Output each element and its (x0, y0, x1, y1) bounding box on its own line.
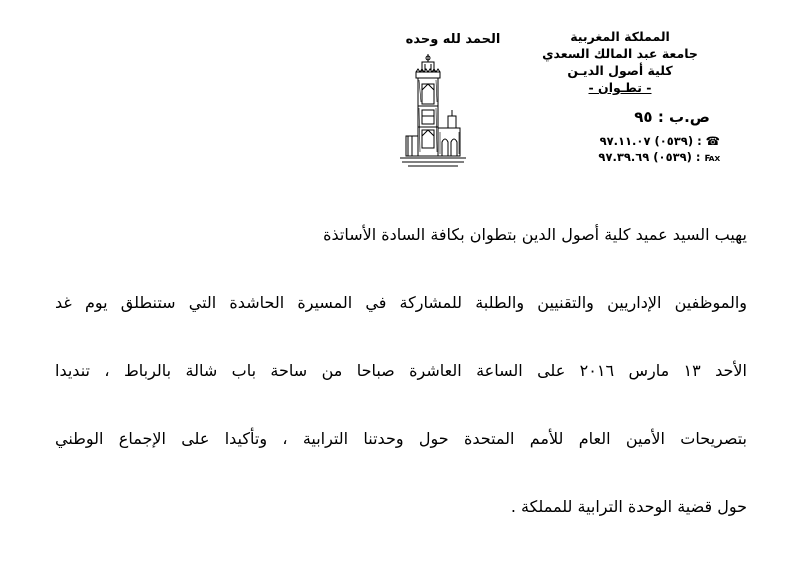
fax-number: ℻ : (٠٥٣٩) ٩٧.٣٩.٦٩ (598, 150, 720, 164)
institution-header (520, 28, 720, 96)
minaret-icon (398, 52, 468, 172)
hamdala-heading: الحمد لله وحده (405, 32, 501, 47)
faculty-name: كلية أصول الديـن (567, 63, 673, 78)
kingdom-name: المملكة المغربية (570, 29, 670, 44)
announcement-line-2: والموظفين الإداريين والتقنيين والطلبة للمشاركة في المسيرة الحاشدة التي ستنطلق يوم غد (55, 293, 747, 312)
announcement-line-4: بتصريحات الأمين العام للأمم المتحدة حول وحدتنا الترابية ، وتأكيدا على الإجماع الوطني (55, 429, 747, 448)
announcement-body (55, 225, 747, 565)
announcement-line-1: يهيب السيد عميد كلية أصول الدين بتطوان بكافة السادة الأساتذة (323, 225, 747, 244)
city-name: - تطـوان - (588, 80, 652, 95)
po-box: ص.ب : ٩٥ (634, 108, 710, 126)
university-name: جامعة عبد المالك السعدي (542, 46, 698, 61)
announcement-line-5: حول قضية الوحدة الترابية للمملكة . (510, 497, 747, 516)
announcement-line-3: الأحد ١٣ مارس ٢٠١٦ على الساعة العاشرة صباحا من ساحة باب شالة بالرباط ، تنديدا (55, 361, 747, 380)
phone-number: ☎ : (٠٥٣٩) ٩٧.١١.٠٧ (599, 134, 720, 148)
